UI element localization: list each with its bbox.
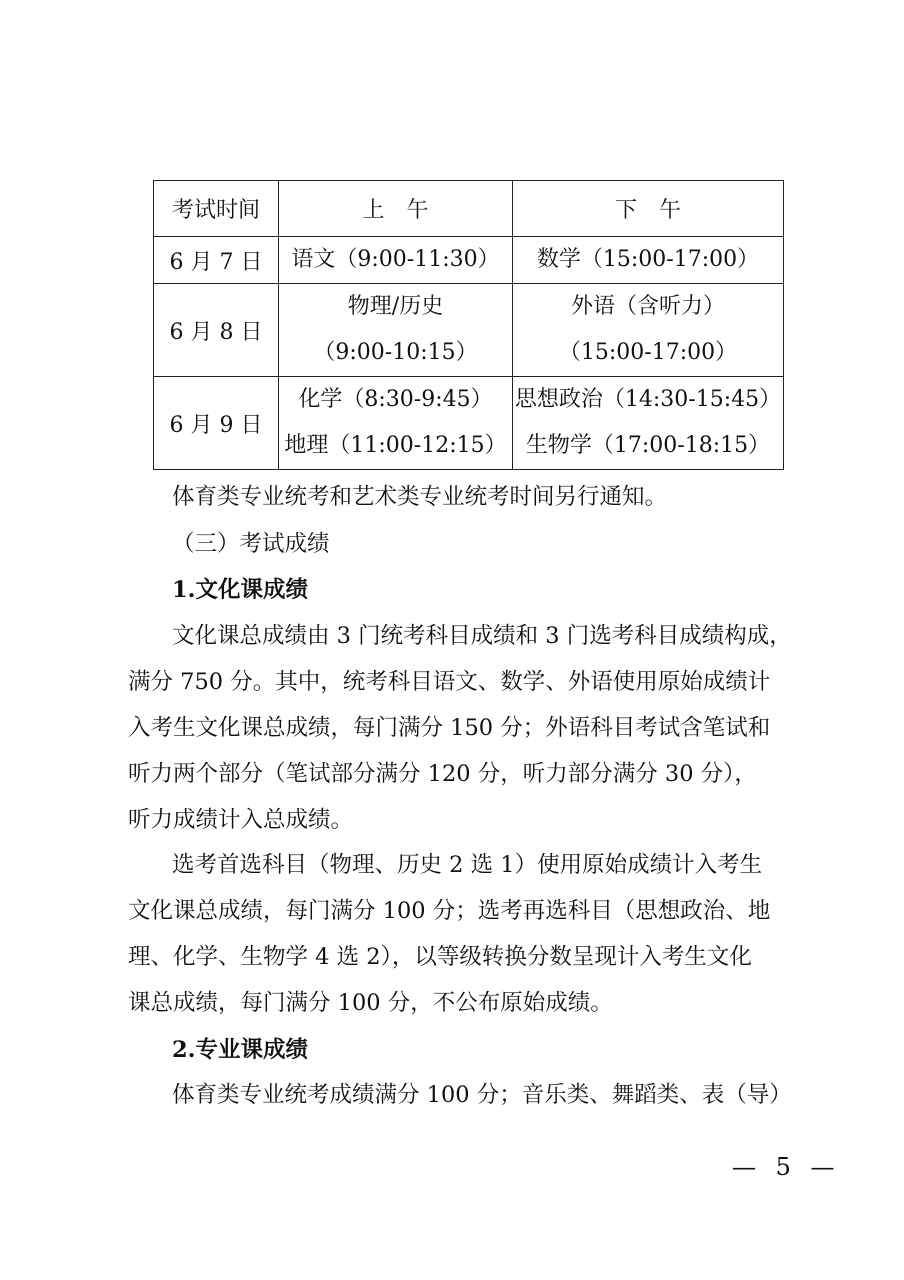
subject-time: 地理（11:00-12:15） [284, 433, 507, 458]
paragraph-line: 理、化学、生物学 4 选 2），以等级转换分数呈现计入考生文化 [128, 944, 752, 970]
table-header-row [154, 181, 784, 237]
paragraph-line: 文化课总成绩，每门满分 100 分；选考再选科目（思想政治、地 [128, 898, 771, 924]
paragraph-line: 听力成绩计入总成绩。 [128, 807, 354, 833]
afternoon-cell [513, 377, 784, 470]
paragraph-line: 满分 750 分。其中，统考科目语文、数学、外语使用原始成绩计 [128, 669, 771, 695]
subject-name: 物理/历史 [347, 294, 444, 319]
header-morning: 上 午 [279, 181, 513, 237]
subject-time: 语文（9:00-11:30） [291, 247, 500, 272]
paragraph-line: 选考首选科目（物理、历史 2 选 1）使用原始成绩计入考生 [172, 852, 763, 878]
subject-time: 生物学（17:00-18:15） [525, 433, 771, 458]
morning-cell [279, 237, 513, 284]
paragraph-line: 听力两个部分（笔试部分满分 120 分，听力部分满分 30 分）， [128, 761, 757, 787]
paragraph-line: 文化课总成绩由 3 门统考科目成绩和 3 门选考科目成绩构成， [172, 623, 792, 649]
subject-time: （9:00-10:15） [313, 340, 478, 365]
paragraph-line: 入考生文化课总成绩，每门满分 150 分；外语科目考试含笔试和 [128, 715, 771, 741]
header-afternoon: 下 午 [513, 181, 784, 237]
subject-time: 思想政治（14:30-15:45） [514, 387, 782, 412]
date-cell: 6 月 8 日 [154, 284, 279, 377]
table-row [154, 284, 784, 377]
subject-name: 外语（含听力） [570, 294, 725, 319]
subsection-heading-culture: 1.文化课成绩 [172, 577, 308, 603]
exam-note: 体育类专业统考和艺术类专业统考时间另行通知。 [172, 484, 668, 510]
section-heading: （三）考试成绩 [172, 531, 330, 557]
date-cell: 6 月 9 日 [154, 377, 279, 470]
date-cell: 6 月 7 日 [154, 237, 279, 284]
paragraph-line: 课总成绩，每门满分 100 分，不公布原始成绩。 [128, 990, 613, 1016]
paragraph-line: 体育类专业统考成绩满分 100 分；音乐类、舞蹈类、表（导） [172, 1082, 792, 1108]
exam-schedule-table [153, 180, 784, 470]
subsection-heading-major: 2.专业课成绩 [172, 1037, 308, 1063]
header-exam-time: 考试时间 [154, 181, 279, 237]
page-number: — 5 — [732, 1153, 841, 1181]
table-row [154, 237, 784, 284]
morning-cell [279, 284, 513, 377]
subject-time: （15:00-17:00） [558, 340, 738, 365]
subject-time: 数学（15:00-17:00） [536, 247, 760, 272]
afternoon-cell [513, 237, 784, 284]
afternoon-cell [513, 284, 784, 377]
table-row [154, 377, 784, 470]
morning-cell [279, 377, 513, 470]
subject-time: 化学（8:30-9:45） [298, 387, 493, 412]
